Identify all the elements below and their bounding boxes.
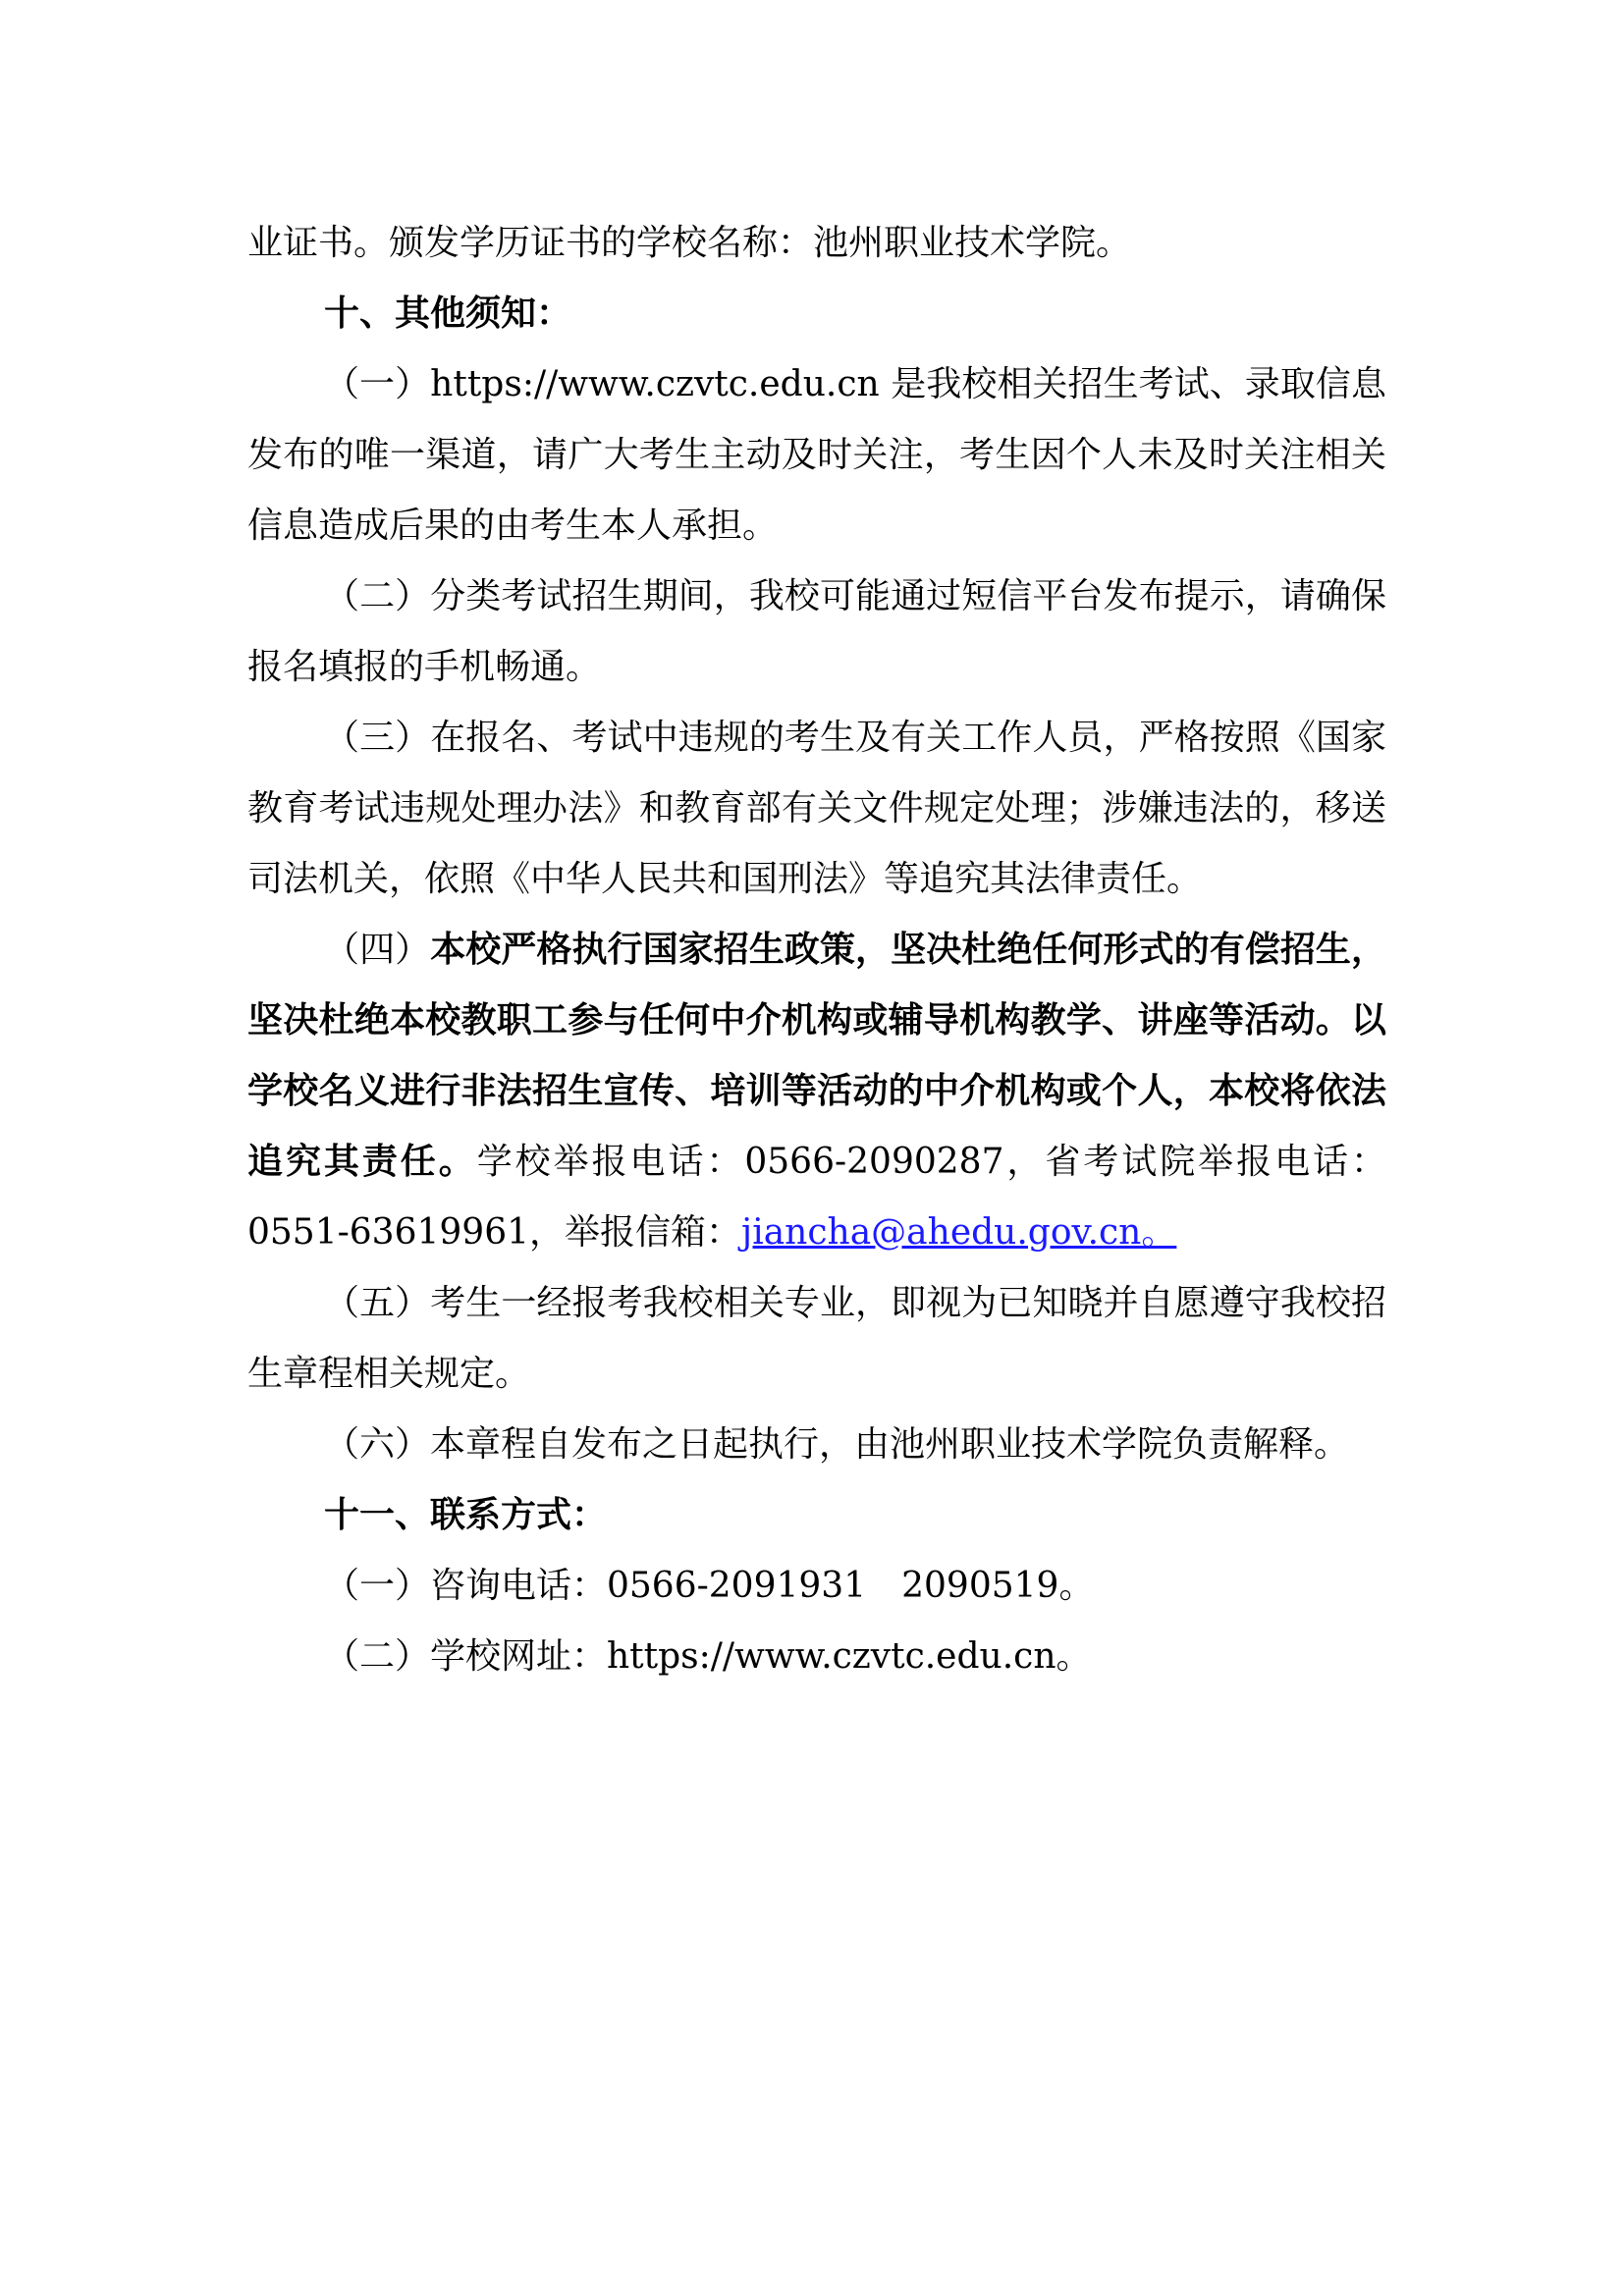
section-10-item-3: （三）在报名、考试中违规的考生及有关工作人员，严格按照《国家教育考试违规处理办法》和教育部有关文件规定处理；涉嫌违法的，移送司法机关，依照《中华人民共和国刑法》等追究其法律责任。: [247, 718, 1386, 899]
item-4-report-contacts: 学校举报电话：0566-2090287，省考试院举报电话：0551-63619961，举报信箱：: [247, 1142, 1386, 1253]
section-10-item-6: （六）本章程自发布之日起执行，由池州职业技术学院负责解释。: [324, 1424, 1350, 1465]
item-4-bold-statement: 本校严格执行国家招生政策，坚决杜绝任何形式的有偿招生，坚决杜绝本校教职工参与任何中介机构或辅导机构教学、讲座等活动。以学校名义进行非法招生宣传、培训等活动的中介机构或个人，本校将依法追究其责任。: [247, 930, 1386, 1182]
document-body: [247, 208, 1386, 1692]
section-11-item-1: （一）咨询电话：0566-2091931 2090519。: [324, 1566, 1095, 1606]
section-10-heading: 十、其他须知：: [324, 294, 572, 334]
section-10-item-2: （二）分类考试招生期间，我校可能通过短信平台发布提示，请确保报名填报的手机畅通。: [247, 576, 1386, 687]
report-email-link[interactable]: jiancha@ahedu.gov.cn。: [741, 1212, 1177, 1253]
section-10-item-5: （五）考生一经报考我校相关专业，即视为已知晓并自愿遵守我校招生章程相关规定。: [247, 1283, 1386, 1394]
section-11-heading: 十一、联系方式：: [324, 1495, 608, 1535]
section-11-item-2: （二）学校网址：https://www.czvtc.edu.cn。: [324, 1636, 1092, 1677]
section-10-item-4: [247, 915, 1386, 1268]
intro-fragment: 业证书。颁发学历证书的学校名称：池州职业技术学院。: [247, 223, 1132, 263]
section-10-item-1: （一）https://www.czvtc.edu.cn 是我校相关招生考试、录取信息发布的唯一渠道，请广大考生主动及时关注，考生因个人未及时关注相关信息造成后果的由考生本人承担。: [247, 364, 1386, 546]
item-4-prefix: （四）: [324, 930, 431, 970]
